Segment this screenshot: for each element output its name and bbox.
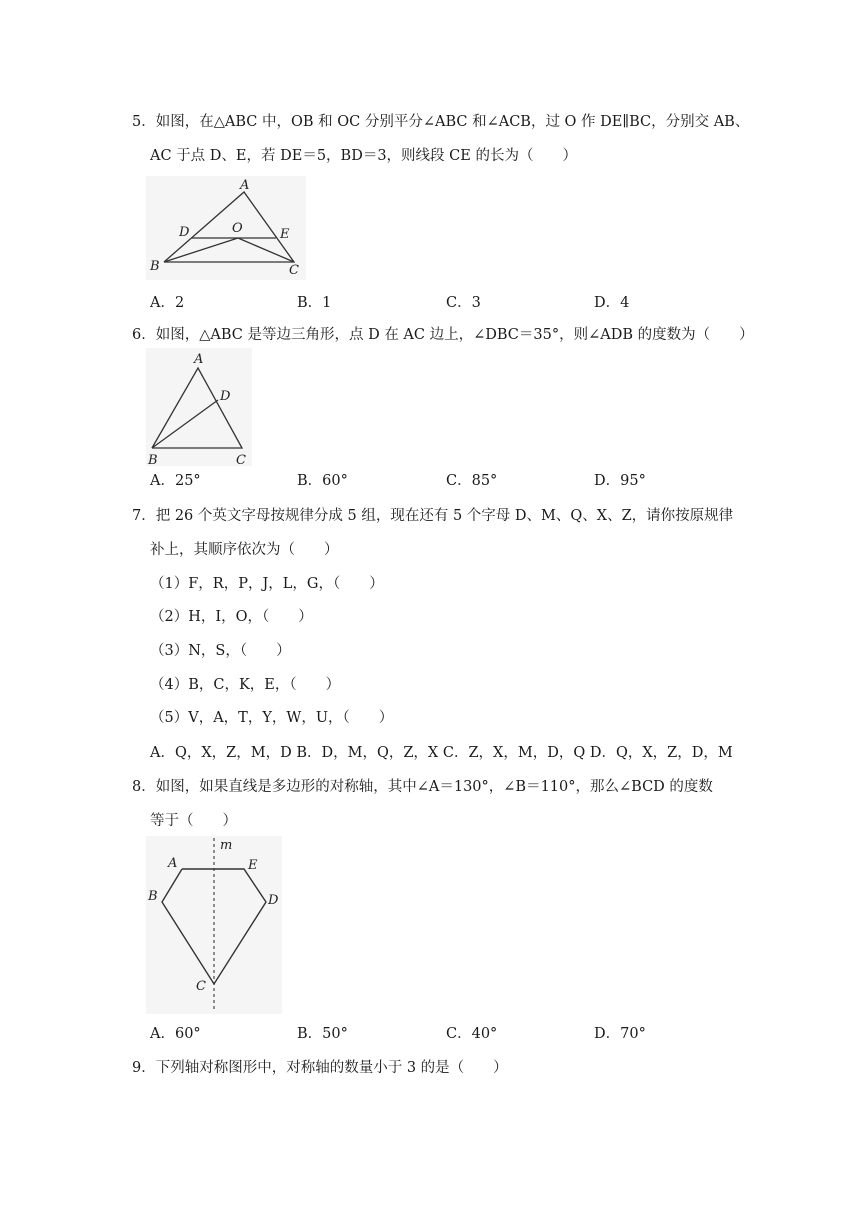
q6-line-1: 6．如图，△ABC 是等边三角形，点 D 在 AC 边上，∠DBC＝35°，则∠ADB 的度数为（ ） — [132, 327, 754, 343]
q7-group-1: （1）F，R，P，J，L，G，（ ） — [150, 576, 384, 592]
q5-label-b: B — [150, 259, 160, 274]
q8-label-a: A — [168, 856, 178, 871]
q8-label-c: C — [196, 979, 206, 994]
q6-option-b: B．60° — [297, 473, 348, 489]
q8-option-d: D．70° — [594, 1026, 646, 1042]
q5-label-a: A — [240, 178, 250, 193]
q8-option-b: B．50° — [297, 1026, 348, 1042]
q8-line-2: 等于（ ） — [150, 813, 237, 829]
q8-option-c: C．40° — [446, 1026, 498, 1042]
q5-label-o: O — [232, 221, 243, 236]
q5-line-1: 5．如图，在△ABC 中，OB 和 OC 分别平分∠ABC 和∠ACB，过 O 作 DE∥BC，分别交 AB、 — [132, 114, 750, 130]
q5-label-d: D — [179, 225, 190, 240]
q7-group-5: （5）V，A，T，Y，W，U，（ ） — [150, 710, 394, 726]
q6-label-d: D — [220, 389, 231, 404]
q5-label-c: C — [289, 263, 299, 278]
q6-option-c: C．85° — [446, 473, 498, 489]
q6-triangle-figure — [146, 348, 252, 470]
q7-line-1: 7．把 26 个英文字母按规律分成 5 组，现在还有 5 个字母 D、M、Q、X、Z，请你按原规律 — [132, 508, 734, 524]
q5-option-a: A．2 — [150, 295, 185, 311]
q9-line-1: 9．下列轴对称图形中，对称轴的数量小于 3 的是（ ） — [132, 1060, 508, 1076]
q5-triangle-figure — [146, 176, 306, 284]
q6-option-a: A．25° — [150, 473, 201, 489]
q7-group-4: （4）B，C，K，E，（ ） — [150, 677, 341, 693]
q5-option-c: C．3 — [446, 295, 481, 311]
q8-polygon-figure — [146, 836, 282, 1018]
q5-option-b: B．1 — [297, 295, 332, 311]
q6-option-d: D．95° — [594, 473, 646, 489]
q6-label-a: A — [194, 352, 204, 367]
q8-line-1: 8．如图，如果直线是多边形的对称轴，其中∠A＝130°，∠B＝110°，那么∠BCD 的度数 — [132, 779, 713, 795]
q8-label-d: D — [268, 893, 279, 908]
q7-group-2: （2）H，I，O，（ ） — [150, 609, 313, 625]
q5-option-d: D．4 — [594, 295, 630, 311]
q7-options: A．Q，X，Z，M，D B．D，M，Q，Z，X C．Z，X，M，D，Q D．Q，X，Z，D，M — [150, 745, 733, 761]
q7-group-3: （3）N，S，（ ） — [150, 643, 291, 659]
q8-label-e: E — [248, 858, 258, 873]
q8-option-a: A．60° — [150, 1026, 201, 1042]
q7-line-2: 补上，其顺序依次为（ ） — [150, 542, 339, 558]
q6-label-b: B — [148, 453, 158, 466]
q8-label-b: B — [148, 889, 158, 904]
q8-label-m: m — [220, 838, 233, 853]
q6-label-c: C — [236, 453, 246, 466]
q5-label-e: E — [280, 227, 290, 242]
q5-line-2: AC 于点 D、E，若 DE＝5，BD＝3，则线段 CE 的长为（ ） — [150, 148, 577, 164]
